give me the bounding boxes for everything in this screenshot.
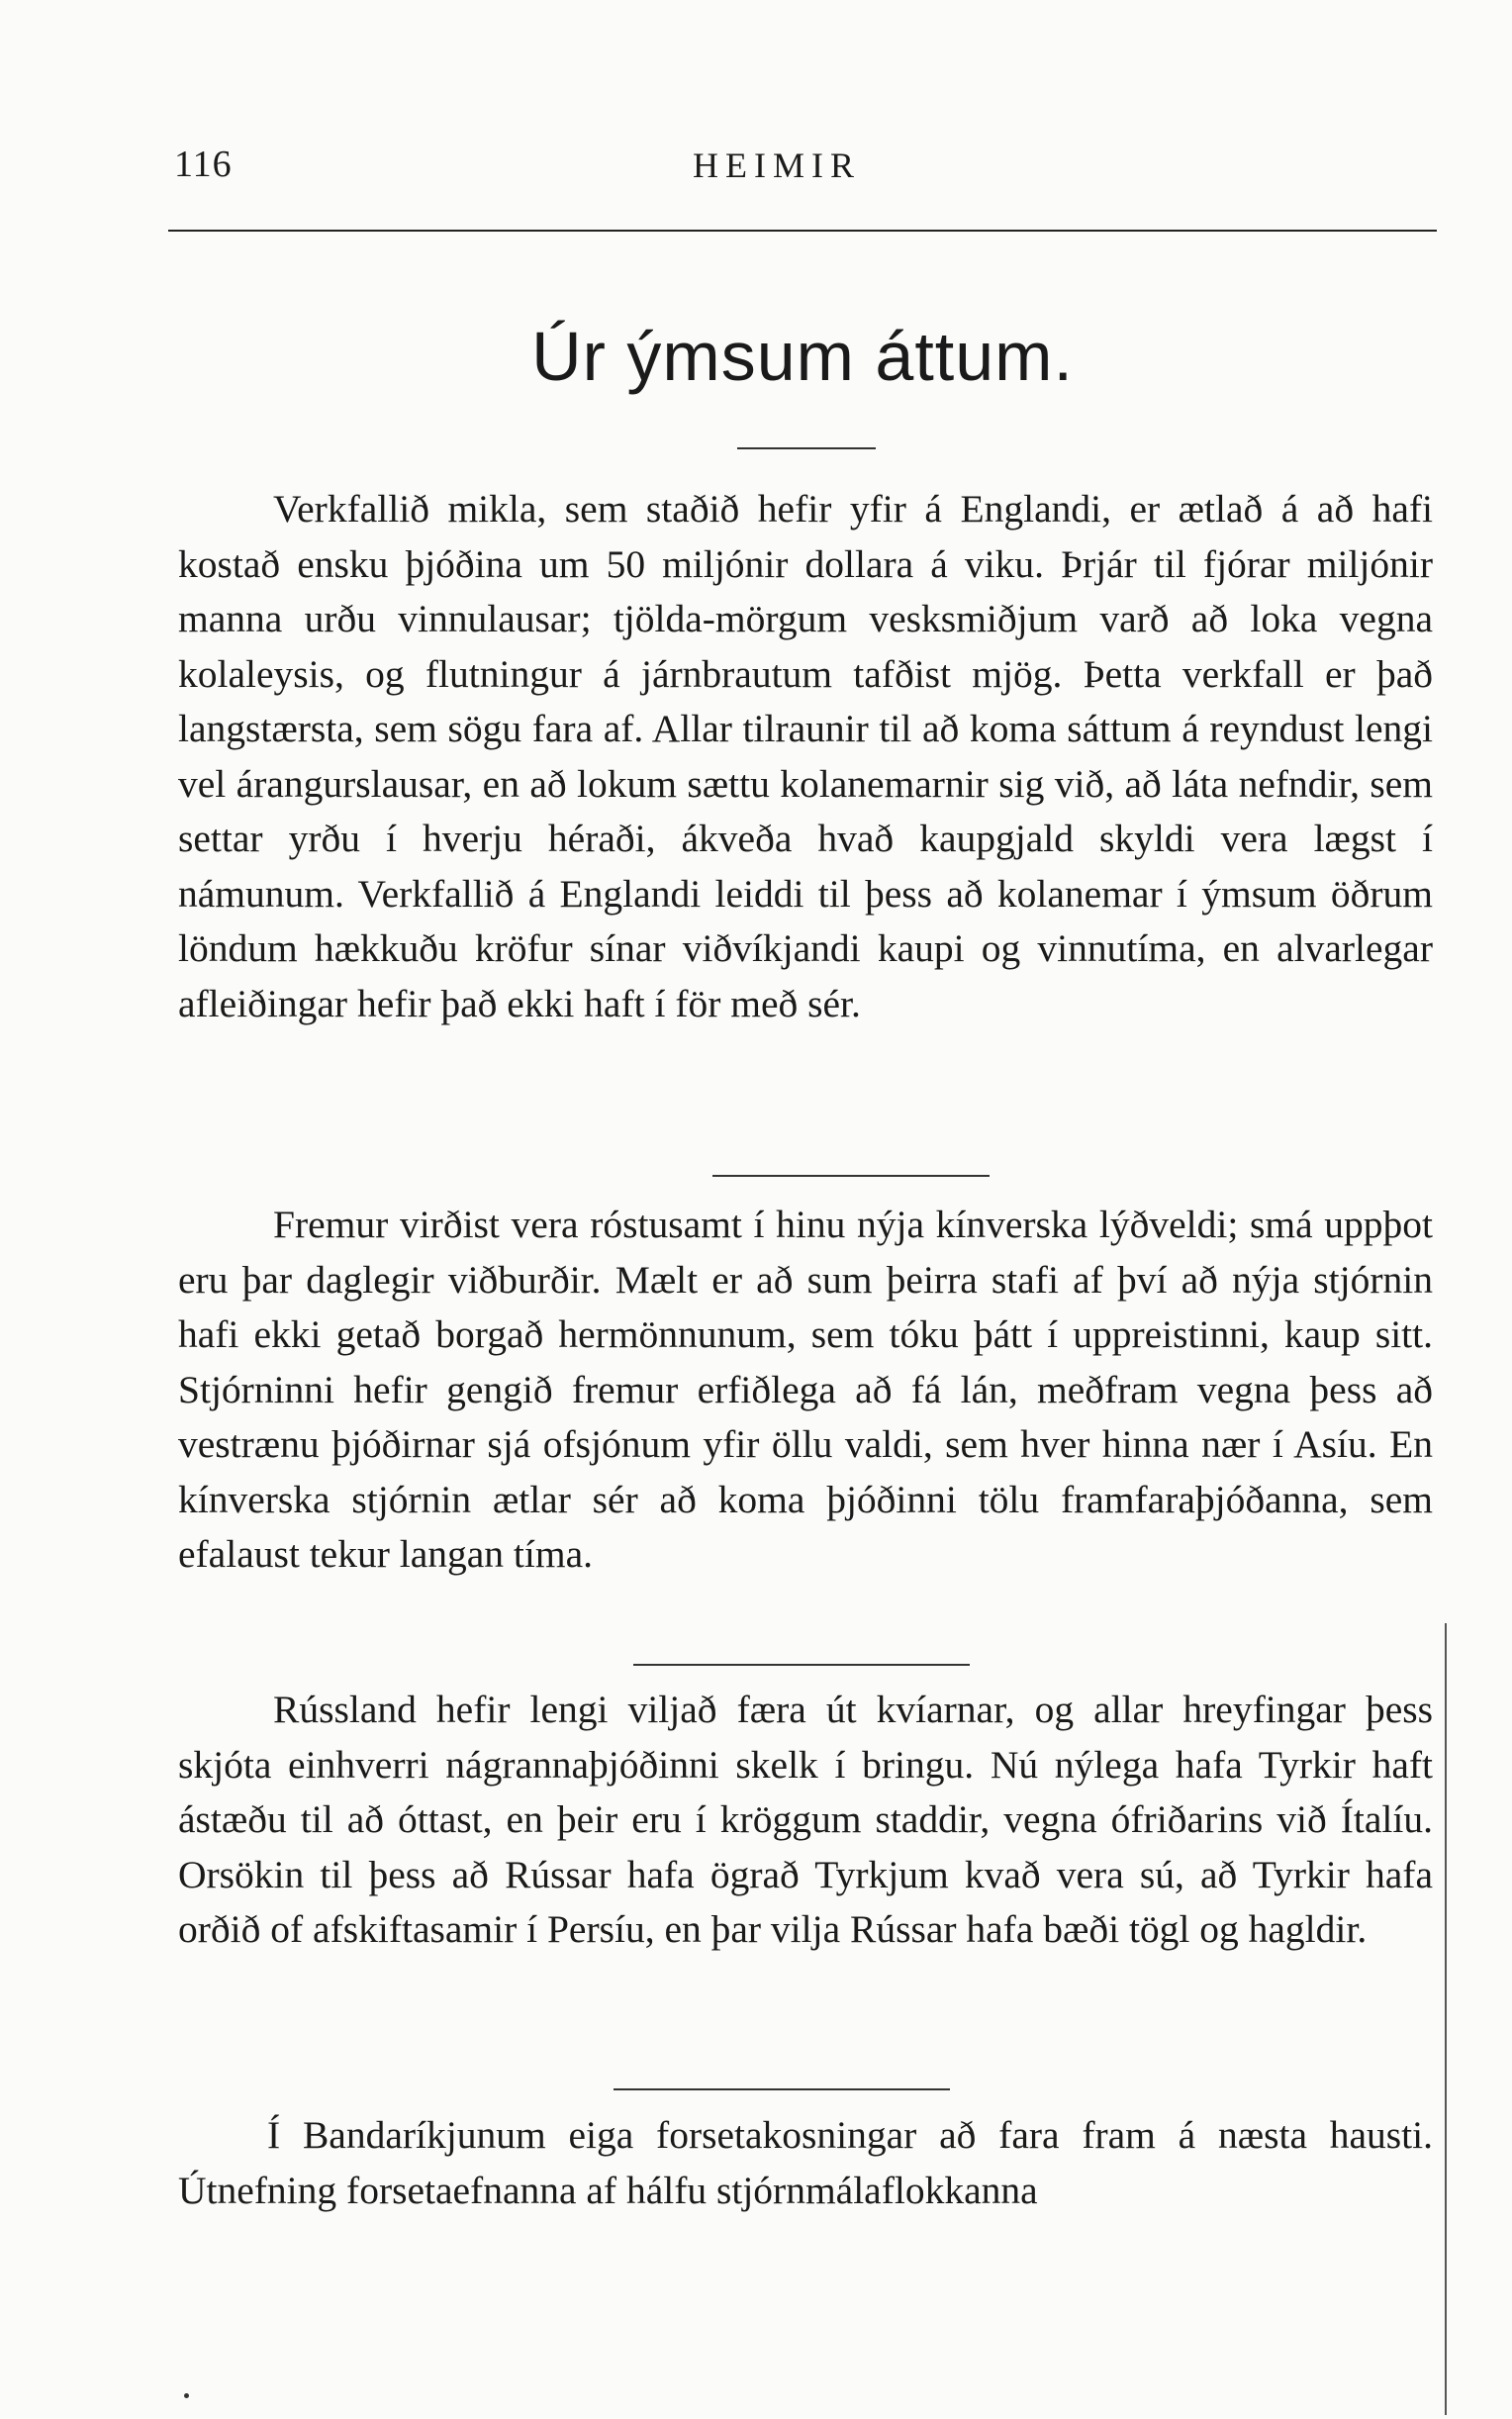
page-number: 116	[174, 144, 233, 185]
section-title: Úr ýmsum áttum.	[531, 318, 1074, 395]
journal-title: HEIMIR	[693, 145, 861, 185]
paragraph-china: Fremur virðist vera róstusamt í hinu nýja kínverska lýðveldi; smá uppþot eru þar daglegir viðburðir. Mælt er að sum þeirra stafi af því að nýja stjórnin hafi ekki getað borgað hermönnunum, sem tóku þátt í uppreistinni, kaup sitt. Stjórninni hefir gengið fremur erfiðlega að fá lán, meðfram vegna þess að vestrænu þjóðirnar sjá ofsjónum yfir öllu valdi, sem hver hinna nær í Asíu. En kínverska stjórnin ætlar sér að koma þjóðinni tölu framfaraþjóðanna, sem efalaust tekur langan tíma.	[178, 1203, 1433, 1576]
section-divider	[712, 1175, 990, 1177]
section-divider	[614, 2088, 950, 2090]
paragraph-usa: Í Bandaríkjunum eiga forsetakosningar að fara fram á næsta hausti. Útnefning forsetaefnanna af hálfu stjórnmálaflokkanna	[178, 2113, 1433, 2212]
paragraph-russia: Rússland hefir lengi viljað færa út kvíarnar, og allar hreyfingar þess skjóta einhverri nágrannaþjóðinni skelk í bringu. Nú nýlega hafa Tyrkir haft ástæðu til að óttast, en þeir eru í kröggum staddir, vegna ófriðarins við Ítalíu. Orsökin til þess að Rússar hafa ögrað Tyrkjum kvað vera sú, að Tyrkir hafa orðið of afskiftasamir í Persíu, en þar vilja Rússar hafa bæði tögl og hagldir.	[178, 1688, 1433, 1951]
ink-dot	[184, 2393, 189, 2398]
title-divider	[737, 447, 876, 449]
header-rule	[168, 230, 1437, 232]
margin-edge-line	[1445, 1623, 1447, 2415]
paragraph-strike: Verkfallið mikla, sem staðið hefir yfir á Englandi, er ætlað á að hafi kostað ensku þjóðina um 50 miljónir dollara á viku. Þrjár til fjórar miljónir manna urðu vinnulausar; tjölda-mörgum vesksmiðjum varð að loka vegna kolaleysis, og flutningur á járnbrautum tafðist mjög. Þetta verkfall er það langstærsta, sem sögu fara af. Allar tilraunir til að koma sáttum á reyndust lengi vel árangurslausar, en að lokum sættu kolanemarnir sig við, að láta nefndir, sem settar yrðu í hverju héraði, ákveða hvað kaupgjald skyldi vera lægst í námunum. Verkfallið á Englandi leiddi til þess að kolanemar í ýmsum öðrum löndum hækkuðu kröfur sínar viðvíkjandi kaupi og vinnutíma, en alvarlegar afleiðingar hefir það ekki haft í för með sér.	[178, 487, 1433, 1025]
running-head	[168, 139, 1435, 198]
section-divider	[633, 1664, 970, 1666]
